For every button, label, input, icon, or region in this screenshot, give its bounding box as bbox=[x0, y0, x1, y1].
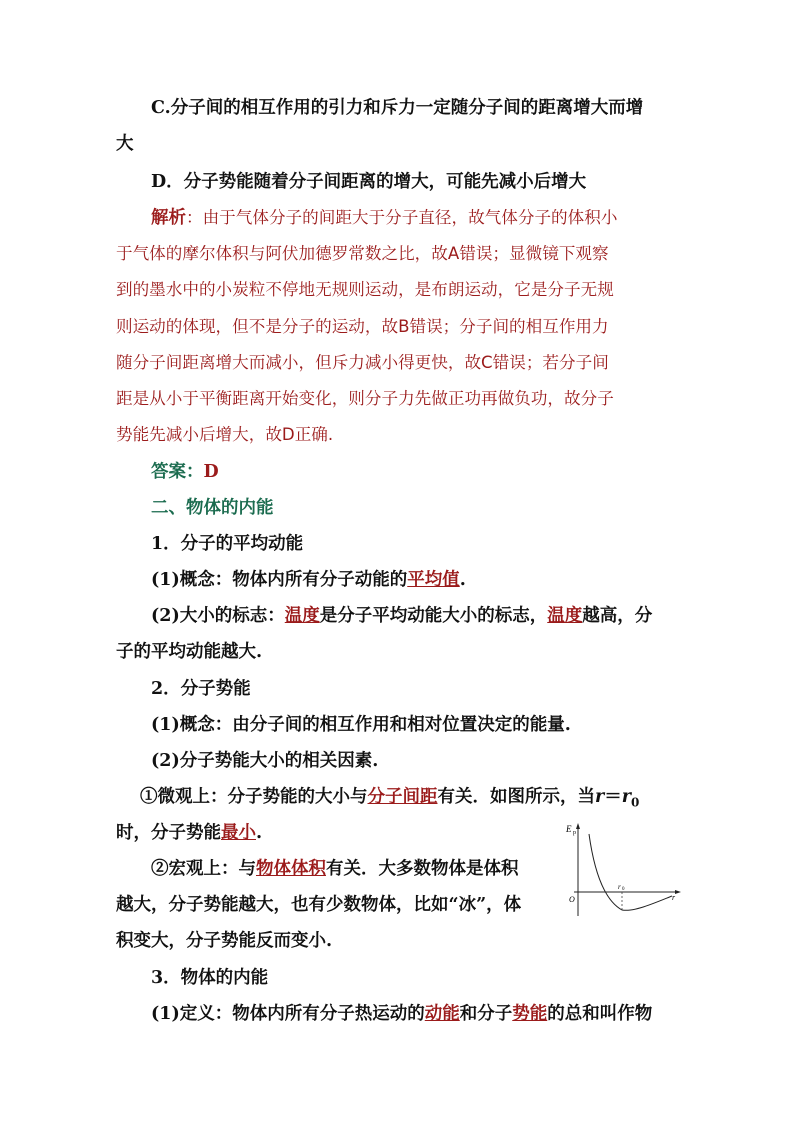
micro-text-a: ①微观上：分子势能的大小与 bbox=[140, 787, 368, 807]
analysis-line3: 到的墨水中的小炭粒不停地无规则运动，是布朗运动，它是分子无规 bbox=[116, 280, 614, 299]
option-c-line1: C.分子间的相互作用的引力和斥力一定随分子间的距离增大而增 bbox=[151, 98, 644, 118]
blank-minimum: 最小 bbox=[221, 823, 256, 843]
item3-text-a: (1)定义：物体内所有分子热运动的 bbox=[151, 1004, 425, 1024]
blank-object-volume: 物体体积 bbox=[256, 859, 326, 879]
micro-r0-sub: 0 bbox=[630, 795, 640, 810]
item1-indicator-text-b: 是分子平均动能大小的标志， bbox=[319, 606, 548, 626]
blank-kinetic-energy: 动能 bbox=[424, 1004, 460, 1024]
item2-macro-line2: 越大，分子势能越大，也有少数物体，比如“冰”，体 bbox=[116, 895, 522, 915]
analysis-text-1: 由于气体分子的间距大于分子直径，故气体分子的体积小 bbox=[202, 208, 618, 227]
item1-concept-text: (1)概念：物体内所有分子动能的 bbox=[151, 570, 408, 590]
item3-text-b: 和分子 bbox=[459, 1004, 513, 1024]
answer-label: 答案： bbox=[151, 462, 204, 482]
micro-r0: r bbox=[621, 787, 631, 807]
origin-label: O bbox=[569, 895, 575, 904]
analysis-colon: ： bbox=[186, 208, 203, 227]
micro-text-b: 有关．如图所示，当 bbox=[437, 787, 595, 807]
section-title: 二、物体的内能 bbox=[151, 498, 274, 518]
y-axis-label-sub: p bbox=[573, 830, 576, 836]
blank-temperature-1: 温度 bbox=[284, 606, 320, 626]
item1-indicator bbox=[151, 604, 723, 628]
item3-text-c: 的总和叫作物 bbox=[547, 1004, 653, 1024]
macro-text-b: 有关．大多数物体是体积 bbox=[326, 859, 519, 879]
item3-title: 3．物体的内能 bbox=[151, 968, 269, 988]
analysis-label: 解析 bbox=[151, 208, 186, 228]
potential-energy-graph bbox=[556, 820, 686, 920]
analysis-line4: 则运动的体现，但不是分子的运动，故B错误；分子间的相互作用力 bbox=[116, 317, 609, 336]
micro-r: r bbox=[595, 787, 605, 807]
r0-label: r bbox=[618, 883, 621, 891]
item3-definition bbox=[151, 1002, 723, 1026]
analysis-line2: 于气体的摩尔体积与阿伏加德罗常数之比，故A错误；显微镜下观察 bbox=[116, 244, 609, 263]
item2-title: 2．分子势能 bbox=[151, 679, 251, 699]
macro-text-a: ②宏观上：与 bbox=[151, 859, 256, 879]
item1-indicator-text-a: (2)大小的标志： bbox=[151, 606, 285, 626]
x-axis-arrow bbox=[675, 890, 681, 894]
item2-factors: (2)分子势能大小的相关因素. bbox=[151, 751, 379, 771]
answer-value: D bbox=[203, 462, 219, 482]
item2-macro-line3: 积变大，分子势能反而变小. bbox=[116, 931, 333, 951]
item1-indicator-text-c: 越高，分 bbox=[582, 606, 653, 626]
option-d: D．分子势能随着分子间距离的增大，可能先减小后增大 bbox=[151, 172, 587, 192]
analysis-line6: 距是从小于平衡距离开始变化，则分子力先做正功再做负功，故分子 bbox=[116, 389, 614, 408]
analysis-line5: 随分子间距离增大而减小，但斥力减小得更快，故C错误；若分子间 bbox=[116, 353, 609, 372]
analysis-line1 bbox=[151, 206, 723, 230]
item1-concept bbox=[151, 568, 723, 592]
micro-line2-text-a: 时，分子势能 bbox=[116, 823, 221, 843]
micro-line2-end: . bbox=[256, 823, 263, 843]
item1-indicator-line2: 子的平均动能越大. bbox=[116, 642, 263, 662]
micro-eq: ＝ bbox=[604, 787, 622, 807]
item2-micro bbox=[140, 785, 712, 815]
y-axis-label: E bbox=[566, 824, 572, 834]
item2-concept: (1)概念：由分子间的相互作用和相对位置决定的能量. bbox=[151, 715, 571, 735]
r0-label-sub: 0 bbox=[622, 887, 625, 892]
y-axis-arrow bbox=[576, 823, 580, 829]
blank-potential-energy: 势能 bbox=[512, 1004, 548, 1024]
item1-concept-end: . bbox=[459, 570, 466, 590]
answer bbox=[151, 460, 723, 484]
blank-molecular-distance: 分子间距 bbox=[367, 787, 438, 807]
blank-temperature-2: 温度 bbox=[547, 606, 583, 626]
analysis-line7: 势能先减小后增大，故D正确. bbox=[116, 425, 334, 444]
x-axis-label: r bbox=[672, 893, 676, 902]
item1-title: 1．分子的平均动能 bbox=[151, 534, 304, 554]
option-c-line2: 大 bbox=[116, 134, 134, 154]
potential-curve bbox=[589, 834, 672, 910]
blank-average-value: 平均值 bbox=[407, 570, 460, 590]
